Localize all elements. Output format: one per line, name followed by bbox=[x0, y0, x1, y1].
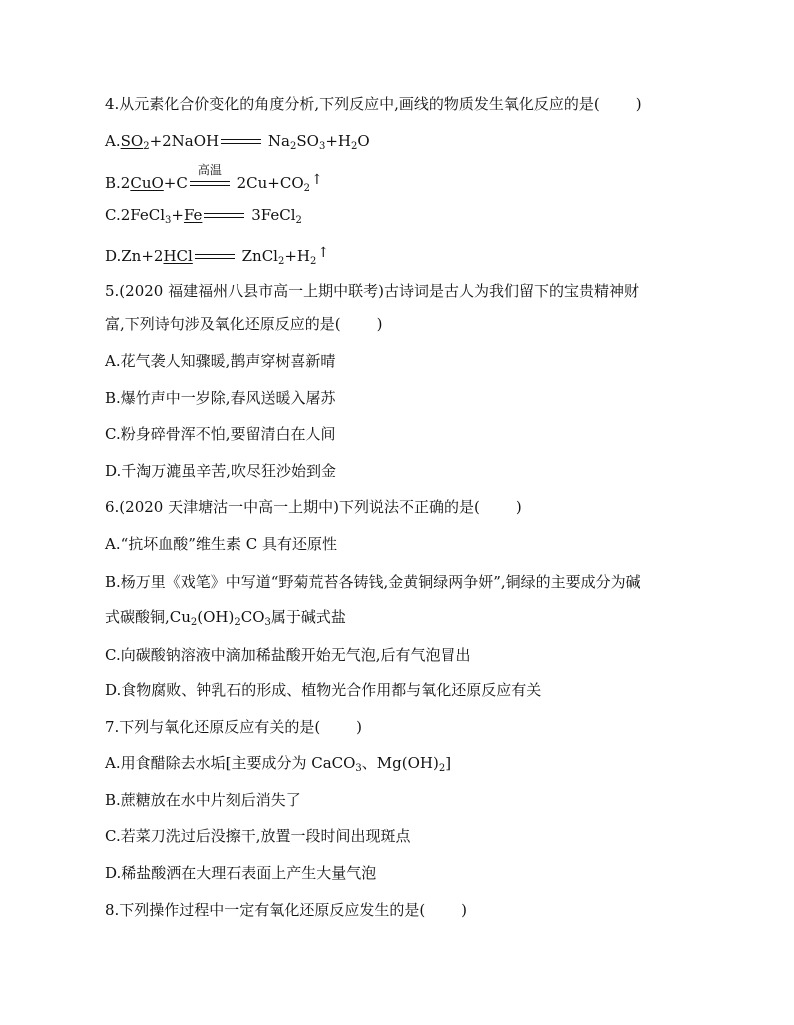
q5-option-c: C.粉身碎骨浑不怕,要留清白在人间 bbox=[105, 425, 336, 443]
q5-option-d: D.千淘万漉虽辛苦,吹尽狂沙始到金 bbox=[105, 462, 337, 480]
q6-close-paren: ) bbox=[515, 498, 522, 516]
q6-stem-text: 6.(2020 天津塘沽一中高一上期中)下列说法不正确的是( bbox=[105, 498, 480, 516]
q4-b-reactants: +C bbox=[163, 174, 188, 192]
q4-d-equals-sign bbox=[195, 253, 235, 261]
q4-option-d bbox=[105, 243, 329, 266]
q4-option-a bbox=[105, 131, 370, 151]
q4-b-products: $2Cu+CO_2↑$ bbox=[236, 172, 323, 194]
q5-close-paren: ) bbox=[376, 315, 383, 333]
gas-arrow-icon: ↑ bbox=[317, 245, 330, 261]
q6-option-b-line2: 式碳酸铜$,Cu_2(OH)_2CO_3$属于碱式盐 bbox=[105, 608, 346, 628]
q5-stem-text: 富,下列诗句涉及氧化还原反应的是( bbox=[105, 315, 341, 333]
q4-close-paren: ) bbox=[635, 95, 642, 113]
q7-option-b: B.蔗糖放在水中片刻后消失了 bbox=[105, 791, 301, 809]
q4-d-underlined-reactant: HCl bbox=[163, 247, 193, 265]
q7-option-c: C.若菜刀洗过后没擦干,放置一段时间出现斑点 bbox=[105, 827, 411, 845]
q8-stem bbox=[105, 900, 467, 920]
q4-c-products: 3FeCl$_2$ bbox=[251, 206, 302, 226]
q4-a-label: A. bbox=[105, 132, 121, 150]
q4-b-label: B.2 bbox=[105, 174, 131, 192]
q5-stem-line2 bbox=[105, 314, 382, 334]
q4-a-underlined-reactant: $SO_2$ bbox=[120, 132, 150, 152]
q6-option-b-line1: B.杨万里《戏笔》中写道“野菊荒苔各铸钱,金黄铜绿两争妍”,铜绿的主要成分为碱 bbox=[105, 573, 641, 591]
q4-b-equals-sign bbox=[190, 163, 230, 188]
q4-c-equals-sign bbox=[204, 212, 244, 220]
q7-stem-text: 7.下列与氧化还原反应有关的是( bbox=[105, 718, 321, 736]
q5-stem-line1: 5.(2020 福建福州八县市高一上期中联考)古诗词是古人为我们留下的宝贵精神财 bbox=[105, 282, 639, 300]
q4-b-underlined-reactant: CuO bbox=[130, 174, 164, 192]
q8-stem-text: 8.下列操作过程中一定有氧化还原反应发生的是( bbox=[105, 901, 426, 919]
q6-stem bbox=[105, 497, 522, 517]
q7-option-d: D.稀盐酸洒在大理石表面上产生大量气泡 bbox=[105, 864, 377, 882]
q7-close-paren: ) bbox=[356, 718, 363, 736]
q4-a-equals-sign bbox=[221, 138, 261, 146]
q8-close-paren: ) bbox=[461, 901, 468, 919]
gas-arrow-icon: ↑ bbox=[311, 172, 323, 188]
q4-d-products: $ZnCl_2+H_2↑$ bbox=[241, 245, 330, 267]
q4-b-condition: 高温 bbox=[197, 163, 222, 177]
q7-option-a: A.用食醋除去水垢[主要成分为 CaCO$_3$、$Mg(OH)_2$] bbox=[105, 754, 452, 774]
q4-option-b bbox=[105, 163, 323, 194]
q6-option-d: D.食物腐败、钟乳石的形成、植物光合作用都与氧化还原反应有关 bbox=[105, 681, 542, 699]
q4-d-label: D.Zn+2 bbox=[105, 247, 164, 265]
q4-stem-text: 4.从元素化合价变化的角度分析,下列反应中,画线的物质发生氧化反应的是( bbox=[105, 95, 600, 113]
q6-option-c: C.向碳酸钠溶液中滴加稀盐酸开始无气泡,后有气泡冒出 bbox=[105, 646, 471, 664]
q7-stem bbox=[105, 717, 362, 737]
q5-option-b: B.爆竹声中一岁除,春风送暖入屠苏 bbox=[105, 389, 336, 407]
q6-option-a: A.“抗坏血酸”维生素 C 具有还原性 bbox=[105, 535, 337, 553]
q4-stem bbox=[105, 94, 642, 114]
q5-option-a: A.花气袭人知骤暖,鹊声穿树喜新晴 bbox=[105, 352, 336, 370]
q4-c-underlined-reactant: Fe bbox=[183, 206, 203, 224]
q4-c-label: C.2FeCl bbox=[105, 206, 165, 224]
q4-a-reactants: +2NaOH bbox=[149, 132, 220, 150]
q4-a-products: $Na_2SO_3+H_2O$ bbox=[267, 132, 370, 152]
q4-option-c: C.2FeCl$_3$+Fe 3FeCl$_2$ bbox=[105, 206, 302, 226]
